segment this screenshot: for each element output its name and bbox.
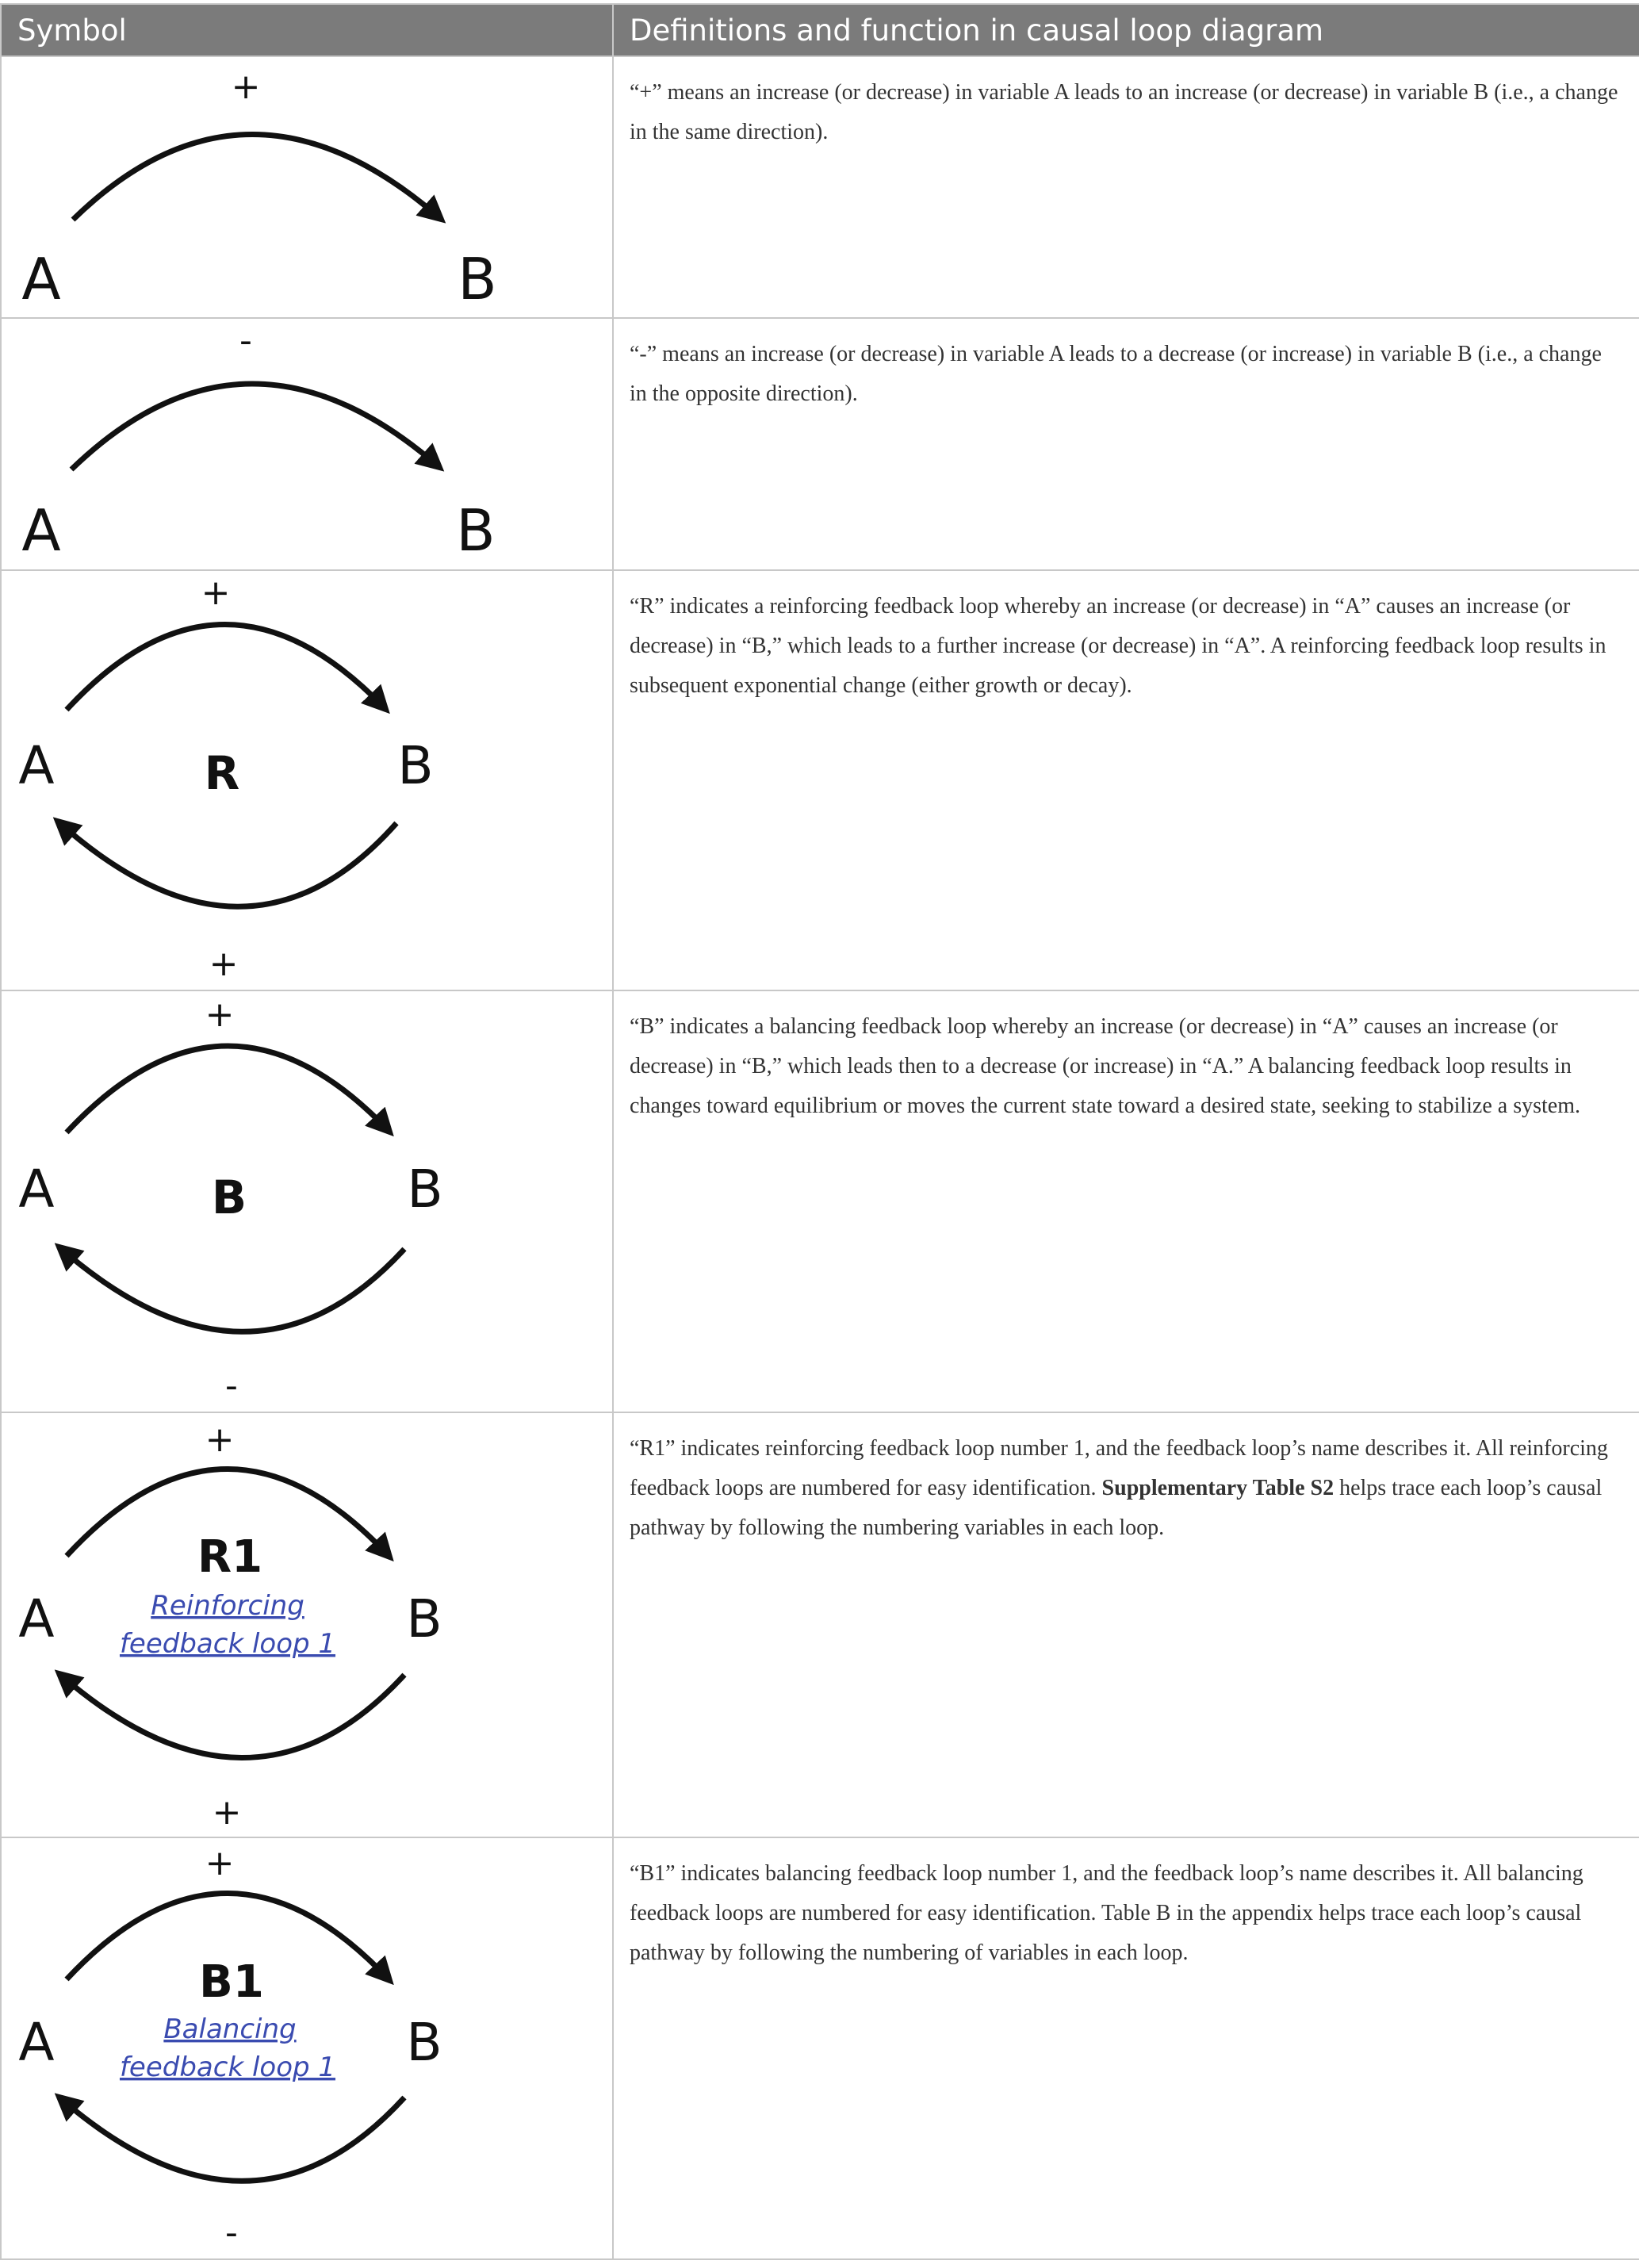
header-symbol: Symbol (1, 4, 613, 56)
loop-name-line-1: Balancing (163, 2013, 297, 2045)
bottom-link-sign: - (225, 1366, 238, 1406)
bottom-causal-arrow (59, 1247, 404, 1331)
bottom-causal-arrow (59, 1673, 404, 1758)
bottom-causal-arrow (57, 821, 396, 906)
loop-name-line-2: feedback loop 1 (119, 1628, 336, 1660)
symbol-reinforcing-loop (1, 570, 613, 990)
top-link-sign: + (205, 1843, 235, 1883)
table-row (1, 1412, 1639, 1837)
top-link-sign: + (201, 573, 231, 613)
symbol-balancing-loop-1 (1, 1837, 613, 2259)
top-link-sign: + (205, 994, 235, 1035)
definition-balancing-loop: “B” indicates a balancing feedback loop whereby an increase (or decrease) in “A” causes an increase (or decrease) in “B,” which leads then to a decrease (or increase) in “A.” A balancing feedback loop results in changes toward equilibrium or moves the current state toward a desired state, seeking to stabilize a system. (613, 990, 1639, 1412)
variable-b-label: B (458, 246, 497, 312)
reinforcing-loop-1-diagram (2, 1413, 612, 1837)
loop-label: R1 (197, 1531, 263, 1583)
definition-reinforcing-loop: “R” indicates a reinforcing feedback loop whereby an increase (or decrease) in “A” causes an increase (or decrease) in “B,” which leads to a further increase (or decrease) in “A”. A reinforcing feedback loop results in subsequent exponential change (either growth or decay). (613, 570, 1639, 990)
causal-link-arrow (71, 384, 440, 469)
symbol-positive-link (1, 56, 613, 318)
top-causal-arrow (67, 1046, 390, 1132)
causal-link-arrow (73, 135, 442, 220)
loop-label: B1 (199, 1956, 264, 2008)
definition-balancing-loop-1: “B1” indicates balancing feedback loop number 1, and the feedback loop’s name describes it. All balancing feedback loops are numbered for easy identification. Table B in the appendix helps trace each loop’s causal pathway by following the numbering of variables in each loop. (613, 1837, 1639, 2259)
link-sign: + (231, 67, 261, 107)
symbol-reinforcing-loop-1 (1, 1412, 613, 1837)
loop-label: B (211, 1170, 247, 1224)
bottom-link-sign: + (209, 944, 239, 984)
symbol-definition-table (0, 3, 1639, 2260)
table-row (1, 990, 1639, 1412)
supplementary-table-ref: Supplementary Table S2 (1101, 1476, 1335, 1500)
symbol-negative-link (1, 318, 613, 570)
variable-a-label: A (18, 1588, 55, 1649)
table-row (1, 56, 1639, 318)
bottom-causal-arrow (59, 2097, 404, 2181)
loop-name-line-2: feedback loop 1 (119, 2052, 336, 2083)
definition-positive-link: “+” means an increase (or decrease) in variable A leads to an increase (or decrease) in variable B (i.e., a change in the same direction). (613, 56, 1639, 318)
table-header-row (1, 4, 1639, 56)
table-row (1, 318, 1639, 570)
variable-b-label: B (406, 1588, 442, 1649)
bottom-link-sign: + (212, 1792, 242, 1833)
table-row (1, 1837, 1639, 2259)
top-link-sign: + (205, 1419, 235, 1460)
variable-a-label: A (18, 2012, 55, 2073)
balancing-loop-diagram (2, 991, 612, 1412)
header-definition: Definitions and function in causal loop diagram (613, 4, 1639, 56)
variable-a-label: A (18, 1159, 55, 1220)
definition-text-post: helps trace each loop’s causal pathway by following the numbering variables in each loop. (630, 1476, 1603, 1540)
balancing-loop-1-diagram (2, 1838, 612, 2258)
variable-a-label: A (21, 497, 61, 564)
symbol-balancing-loop (1, 990, 613, 1412)
definition-text-pre: “R1” indicates reinforcing feedback loop number 1, and the feedback loop’s name describes it. All reinforcing feedback loops are numbered for easy identification. (630, 1436, 1608, 1500)
top-causal-arrow (67, 625, 386, 711)
loop-label: R (204, 746, 240, 800)
definition-reinforcing-loop-1 (613, 1412, 1639, 1837)
variable-a-label: A (21, 246, 61, 312)
positive-link-diagram (2, 57, 612, 317)
loop-name-line-1: Reinforcing (151, 1590, 304, 1622)
definition-negative-link: “-” means an increase (or decrease) in variable A leads to a decrease (or increase) in variable B (i.e., a change in the opposite direction). (613, 318, 1639, 570)
variable-a-label: A (18, 735, 55, 796)
variable-b-label: B (456, 497, 496, 564)
negative-link-diagram (2, 319, 612, 569)
table-row (1, 570, 1639, 990)
reinforcing-loop-diagram (2, 571, 612, 990)
variable-b-label: B (397, 735, 434, 796)
link-sign: - (239, 320, 252, 361)
bottom-link-sign: - (225, 2212, 238, 2253)
variable-b-label: B (407, 1159, 443, 1220)
variable-b-label: B (406, 2012, 442, 2073)
